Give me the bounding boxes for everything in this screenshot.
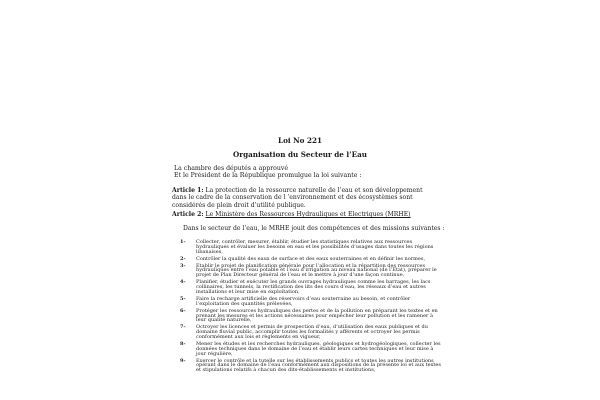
list-item: [180, 240, 444, 255]
list-item-number: 7-: [180, 324, 186, 331]
list-item-number: 9-: [180, 357, 186, 364]
list-item-text: Protéger les ressources hydrauliques des pertes et de la pollution en préparant les textes et en prenant les mesures et les actions nécessaires pour empêcher leur pollution et les ramener à leur qualité naturelle,: [196, 307, 438, 324]
list-item: [180, 264, 444, 279]
article-1: [172, 187, 434, 209]
law-subtitle: Organisation du Secteur de l’Eau: [233, 150, 367, 159]
list-item-text: Faire la recharge artificielle des réservoirs d’eau souterraine au besoin, et contrôler l’exploitation des quantités prélevées,: [196, 295, 411, 307]
article-2-lead: Dans le secteur de l’eau, le MRHE jouit des compétences et des missions suivantes :: [183, 225, 445, 232]
list-item-number: 3-: [180, 262, 186, 269]
list-item-number: 1-: [180, 239, 186, 245]
list-item-number: 4-: [180, 279, 186, 286]
article-1-text: La protection de la ressource naturelle de l’eau et son développement dans le cadre de la conservation de l ’environnement et des écosystèmes sont considérés de plein droit d’utilité publique.: [172, 187, 423, 209]
list-item: [180, 359, 444, 374]
list-item-text: Exercer le contrôle et la tutelle sur les établissements publics et toutes les autres institutions opérant dans le domaine de l’eau conformément aux dispositions de la présente loi et aux textes et stipulations relatifs à chacun des dits-établissements et institutions,: [196, 357, 441, 374]
list-item: [180, 325, 444, 340]
law-title: Loi No 221: [278, 136, 322, 145]
article-2: [172, 211, 434, 218]
article-2-heading: Le Ministère des Ressources Hydrauliques et Electriques (MRHE): [205, 211, 411, 218]
list-item-number: 6-: [180, 307, 186, 314]
list-item-text: Collecter, contrôler, mesurer, établir, étudier les statistiques relatives aux ressources hydrauliques et évaluer les besoins en eau et les possibilités d’usages dans toutes les régions libanaises,: [196, 239, 434, 255]
list-item: [180, 297, 444, 307]
intro-line: La chambre des députés a approuvé: [174, 165, 289, 172]
list-item-number: 8-: [180, 340, 186, 347]
article-1-label: Article 1:: [172, 187, 204, 194]
list-item-number: 5-: [180, 295, 186, 302]
intro-line: Et le Président de la République promulgue la loi suivante :: [174, 172, 362, 179]
article-2-label: Article 2:: [172, 211, 204, 218]
list-item: [180, 342, 444, 357]
list-item-text: Planifier, étudier et exécuter les grands ouvrages hydrauliques comme les barrages, les lacs collinaires, les tunnels, la rectification des lits des cours d’eau, les réseaux d’eau et autres installations et leur mise en exploitation,: [196, 279, 431, 295]
list-item-number: 2-: [180, 255, 186, 262]
list-item-text: Mener les études et les recherches hydrauliques, géologiques et hydrogéologiques, collecter les données techniques dans le domaine de l’eau et établir leurs cartes techniques et leur mise à jour régulière,: [196, 340, 441, 357]
list-item: [180, 257, 444, 262]
list-item: [180, 309, 444, 324]
list-item: [180, 280, 444, 295]
list-item-text: Octroyer les licences et permis de prospection d’eau, d’utilisation des eaux publiques et du domaine fluvial public, accomplir toutes les formalités y afférents et octroyer les permis conformément aux lois et règlements en vigueur,: [196, 324, 428, 341]
list-item-text: Contrôler la qualité des eaux de surface et des eaux souterraines et en définir les normes,: [196, 255, 426, 262]
list-item-text: Etablir le projet de planification générale pour l’allocation et la répartition des ressources hydrauliques entre l’eau potable et l’eau d’irrigation au niveau national (de l’Etat), préparer le projet de Plan Directeur général de l’eau et le mettre à jour d’une façon continue,: [196, 262, 437, 279]
